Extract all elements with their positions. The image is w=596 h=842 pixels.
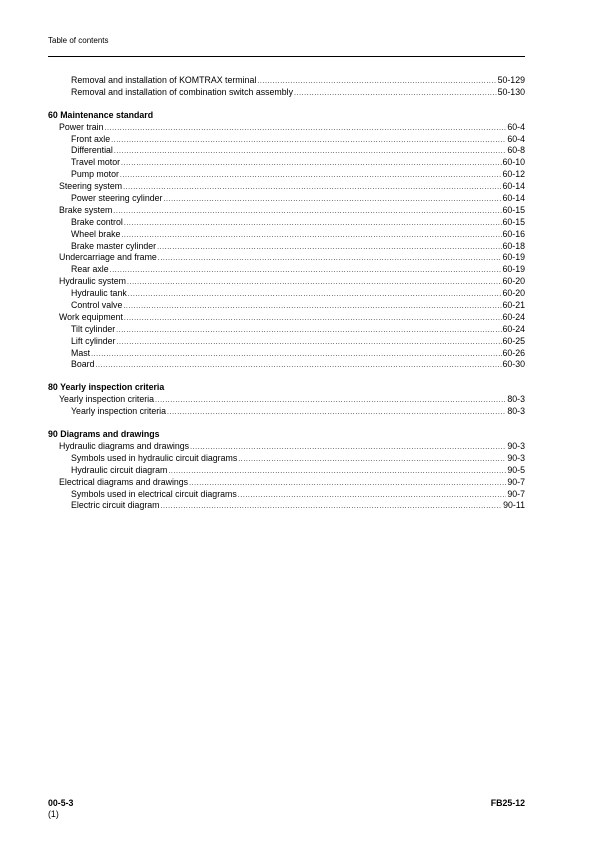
toc-entry[interactable] (48, 394, 525, 406)
toc-entry[interactable] (48, 122, 525, 134)
entry-title: Undercarriage and frame (59, 252, 157, 263)
entry-page-number: 60-16 (502, 228, 525, 239)
entry-title: Brake master cylinder (71, 240, 157, 251)
toc-section (48, 382, 525, 418)
entry-page-number: 60-26 (502, 347, 525, 358)
toc-entry[interactable] (48, 252, 525, 264)
dot-leader (116, 325, 501, 336)
entry-page-number: 50-130 (497, 86, 525, 97)
table-of-contents (48, 75, 525, 523)
toc-entry[interactable] (48, 359, 525, 371)
entry-page-number: 60-15 (502, 216, 525, 227)
toc-section (48, 110, 525, 372)
entry-title: Yearly inspection criteria (59, 394, 155, 405)
toc-entry[interactable] (48, 348, 525, 360)
entry-title: Lift cylinder (71, 335, 116, 346)
entry-page-number: 60-24 (502, 323, 525, 334)
entry-page-number: 60-20 (502, 288, 525, 299)
section-title: 80 Yearly inspection criteria (48, 382, 165, 393)
page-number: 00-5-3 (48, 798, 74, 808)
entry-title: Work equipment (59, 311, 123, 322)
toc-entry[interactable] (48, 453, 525, 465)
toc-entry[interactable] (48, 312, 525, 324)
dot-leader (257, 76, 496, 87)
dot-leader (127, 277, 502, 288)
entry-title: Power steering cylinder (71, 193, 163, 204)
dot-leader (128, 289, 502, 300)
dot-leader (124, 218, 502, 229)
toc-entry[interactable] (48, 288, 525, 300)
entry-title: Hydraulic system (59, 276, 126, 287)
entry-page-number: 90-5 (507, 464, 525, 475)
entry-page-number: 60-8 (507, 145, 525, 156)
entry-page-number: 60-10 (502, 157, 525, 168)
dot-leader (158, 253, 502, 264)
page-footer (48, 798, 73, 820)
section-title: 90 Diagrams and drawings (48, 429, 160, 440)
section-title: 60 Maintenance standard (48, 109, 154, 120)
toc-entry[interactable] (48, 157, 525, 169)
toc-entry[interactable] (48, 229, 525, 241)
entry-title: Rear axle (71, 264, 109, 275)
entry-title: Hydraulic tank (71, 288, 127, 299)
toc-entry[interactable] (48, 336, 525, 348)
entry-title: Power train (59, 121, 104, 132)
dot-leader (160, 501, 502, 512)
header-divider (48, 56, 525, 57)
dot-leader (157, 242, 501, 253)
dot-leader (120, 170, 502, 181)
entry-page-number: 60-30 (502, 359, 525, 370)
toc-entry[interactable] (48, 465, 525, 477)
entry-title: Board (71, 359, 95, 370)
entry-title: Control valve (71, 300, 123, 311)
entry-page-number: 60-19 (502, 264, 525, 275)
entry-page-number: 90-3 (507, 440, 525, 451)
entry-page-number: 60-24 (502, 311, 525, 322)
toc-entry[interactable] (48, 75, 525, 87)
entry-title: Front axle (71, 133, 111, 144)
toc-entry[interactable] (48, 406, 525, 418)
dot-leader (105, 123, 507, 134)
toc-entry[interactable] (48, 145, 525, 157)
entry-title: Electric circuit diagram (71, 500, 160, 511)
entry-page-number: 50-129 (497, 75, 525, 85)
entry-page-number: 60-14 (502, 181, 525, 192)
dot-leader (110, 265, 502, 276)
entry-page-number: 60-14 (502, 193, 525, 204)
dot-leader (91, 349, 501, 360)
dot-leader (114, 146, 507, 157)
dot-leader (168, 466, 506, 477)
dot-leader (95, 360, 501, 371)
dot-leader (167, 407, 506, 418)
dot-leader (124, 313, 502, 324)
dot-leader (189, 478, 506, 489)
dot-leader (238, 454, 506, 465)
page-header-title: Table of contents (48, 36, 109, 45)
dot-leader (155, 395, 506, 406)
entry-title: Differential (71, 145, 113, 156)
toc-entry[interactable] (48, 500, 525, 512)
toc-section (48, 429, 525, 512)
toc-entry[interactable] (48, 477, 525, 489)
dot-leader (117, 337, 502, 348)
dot-leader (190, 442, 506, 453)
dot-leader (121, 158, 501, 169)
entry-page-number: 90-3 (507, 452, 525, 463)
toc-entry[interactable] (48, 169, 525, 181)
entry-page-number: 60-18 (502, 240, 525, 251)
entry-title: Removal and installation of KOMTRAX terminal (71, 75, 257, 85)
dot-leader (123, 301, 501, 312)
dot-leader (294, 88, 497, 99)
entry-page-number: 60-4 (507, 121, 525, 132)
toc-entry[interactable] (48, 276, 525, 288)
entry-page-number: 60-19 (502, 252, 525, 263)
entry-title: Hydraulic circuit diagram (71, 464, 168, 475)
toc-entry[interactable] (48, 324, 525, 336)
entry-title: Symbols used in electrical circuit diagrams (71, 488, 237, 499)
toc-entry[interactable] (48, 241, 525, 253)
entry-title: Steering system (59, 181, 123, 192)
toc-entry[interactable] (48, 205, 525, 217)
toc-entry[interactable] (48, 134, 525, 146)
entry-title: Yearly inspection criteria (71, 406, 167, 417)
entry-title: Electrical diagrams and drawings (59, 476, 189, 487)
toc-entry[interactable] (48, 441, 525, 453)
entry-page-number: 90-7 (507, 488, 525, 499)
entry-title: Pump motor (71, 169, 119, 180)
entry-title: Symbols used in hydraulic circuit diagrams (71, 452, 238, 463)
toc-entry[interactable] (48, 87, 525, 99)
model-id: FB25-12 (490, 798, 525, 808)
dot-leader (113, 206, 501, 217)
toc-entry[interactable] (48, 489, 525, 501)
entry-page-number: 80-3 (507, 394, 525, 405)
dot-leader (238, 490, 507, 501)
entry-title: Brake system (59, 204, 113, 215)
toc-section (48, 75, 525, 99)
dot-leader (163, 194, 501, 205)
entry-page-number: 60-20 (502, 276, 525, 287)
dot-leader (121, 230, 501, 241)
toc-entry[interactable] (48, 264, 525, 276)
toc-entry[interactable] (48, 181, 525, 193)
toc-entry[interactable] (48, 300, 525, 312)
entry-title: Tilt cylinder (71, 323, 116, 334)
entry-page-number: 90-7 (507, 476, 525, 487)
revision-number: (1) (48, 809, 59, 819)
entry-page-number: 80-3 (507, 406, 525, 417)
entry-title: Wheel brake (71, 228, 121, 239)
entry-title: Mast (71, 347, 91, 358)
entry-page-number: 60-12 (502, 169, 525, 180)
dot-leader (123, 182, 501, 193)
entry-title: Hydraulic diagrams and drawings (59, 440, 190, 451)
entry-title: Brake control (71, 216, 123, 227)
dot-leader (111, 135, 506, 146)
entry-page-number: 60-15 (502, 204, 525, 215)
entry-page-number: 60-4 (507, 133, 525, 144)
toc-entry[interactable] (48, 217, 525, 229)
entry-page-number: 60-25 (502, 335, 525, 346)
toc-entry[interactable] (48, 193, 525, 205)
entry-title: Travel motor (71, 157, 121, 168)
entry-page-number: 90-11 (503, 500, 525, 511)
entry-page-number: 60-21 (502, 300, 525, 311)
entry-title: Removal and installation of combination switch assembly (71, 86, 293, 97)
